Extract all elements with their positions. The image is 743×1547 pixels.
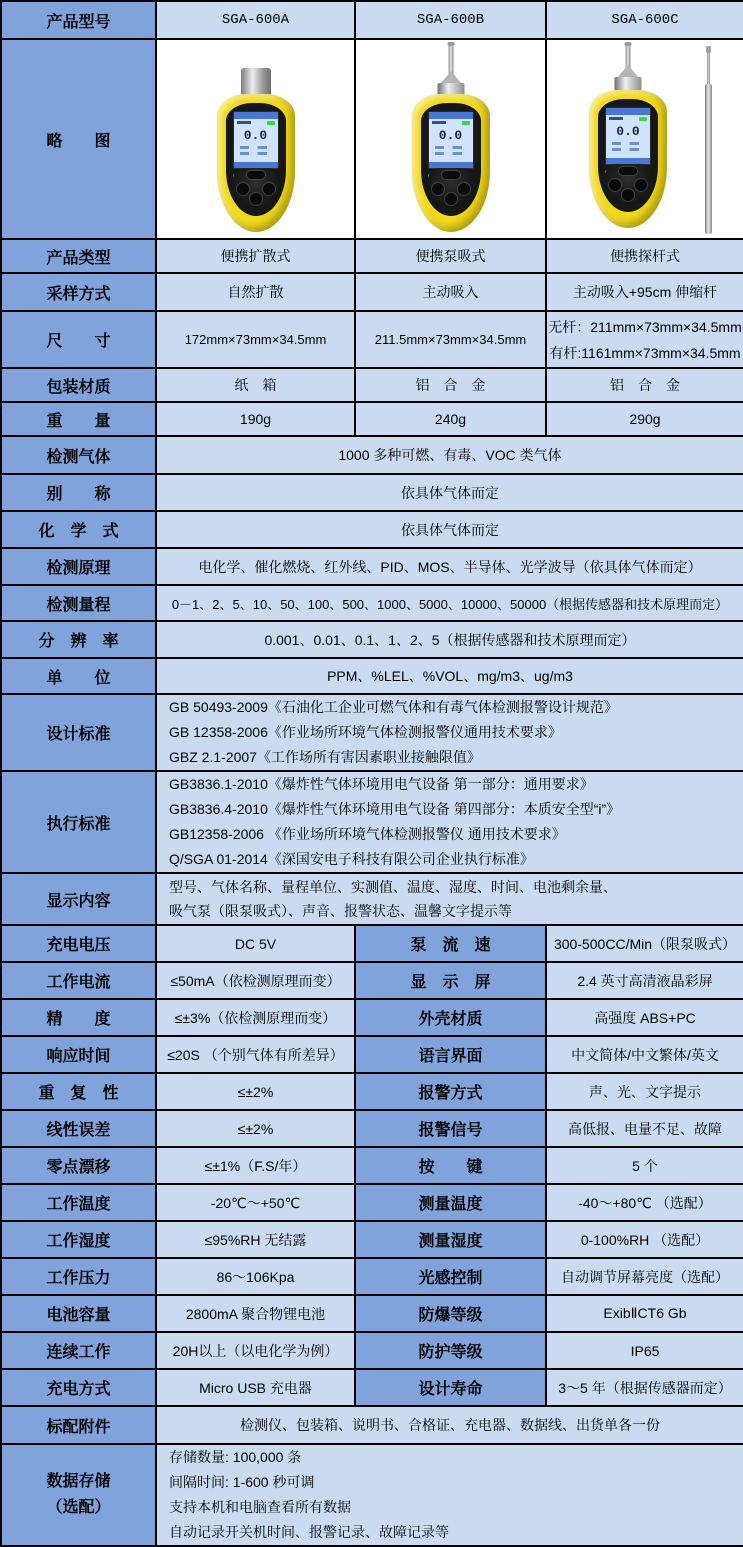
spec-value: ≤50mA（依检测原理而变） <box>156 962 355 999</box>
row-sampling-method <box>1 273 743 311</box>
row-label: 分 辨 率 <box>1 621 156 658</box>
spec-label: 响应时间 <box>1 1036 156 1073</box>
label-sketch: 略 图 <box>1 39 156 239</box>
device-body <box>412 94 490 232</box>
screen-info-line <box>240 146 272 149</box>
standard-line: GB 50493-2009《石油化工企业可燃气体和有毒气体检测报警设计规范》 <box>169 699 618 715</box>
row-value <box>156 694 743 771</box>
standard-line: GB12358-2006 《作业场所环境气体检测报警仪 通用技术要求》 <box>169 826 566 842</box>
row-value <box>156 771 743 873</box>
telescopic-pole <box>705 84 712 234</box>
row-weight <box>1 402 743 436</box>
row-label: 重 量 <box>1 402 156 436</box>
enter-button <box>444 192 458 206</box>
row-chemical-formula <box>1 511 743 548</box>
spec-label: 语言界面 <box>355 1036 546 1073</box>
spec-label: 外壳材质 <box>355 999 546 1036</box>
row-value: 0.001、0.01、0.1、1、2、5（根据传感器和技术原理而定） <box>156 621 743 658</box>
row-zero-drift-buttons <box>1 1147 743 1184</box>
value-c <box>546 311 743 368</box>
row-execution-standards <box>1 771 743 873</box>
screen-header-band <box>429 112 473 119</box>
row-label: 检测气体 <box>1 436 156 474</box>
row-charging-voltage-pump-flow <box>1 925 743 962</box>
value-c: 便携探杆式 <box>546 239 743 273</box>
spec-value: 86～106Kpa <box>156 1258 355 1295</box>
screen-status-icons <box>234 119 278 126</box>
right-button <box>634 178 648 192</box>
row-value: PPM、%LEL、%VOL、mg/m3、ug/m3 <box>156 658 743 694</box>
screen-info-line <box>612 148 644 151</box>
screen-status-icons <box>606 115 650 122</box>
spec-value: ≤±3%（依检测原理而变） <box>156 999 355 1036</box>
spec-value: IP65 <box>546 1332 743 1369</box>
spec-value: 2800mA 聚合物锂电池 <box>156 1295 355 1332</box>
row-detected-gas <box>1 436 743 474</box>
spec-label: 零点漂移 <box>1 1147 156 1184</box>
row-label: 包装材质 <box>1 368 156 402</box>
row-working-current-display <box>1 962 743 999</box>
row-charging-method-design-life <box>1 1369 743 1406</box>
spec-value: ≤±1%（F.S/年） <box>156 1147 355 1184</box>
spec-label: 充电方式 <box>1 1369 156 1406</box>
value-a: 190g <box>156 402 355 436</box>
model-name-b: SGA-600B <box>355 1 546 39</box>
row-working-pressure-light-control <box>1 1258 743 1295</box>
spec-value: 5 个 <box>546 1147 743 1184</box>
row-label: 设计标准 <box>1 694 156 771</box>
row-value <box>156 1444 743 1546</box>
spec-value: -40～+80℃ （选配） <box>546 1184 743 1221</box>
value-a: 172mm×73mm×34.5mm <box>156 311 355 368</box>
value-b: 211.5mm×73mm×34.5mm <box>355 311 546 368</box>
device-screen <box>233 111 279 169</box>
enter-button <box>621 188 635 202</box>
row-standard-accessories <box>1 1406 743 1444</box>
display-content-line: 吸气泵（限泵吸式）、声音、报警状态、温馨文字提示等 <box>169 903 512 919</box>
row-design-standards <box>1 694 743 771</box>
device-image-sga-600b <box>403 44 499 234</box>
keypad <box>428 168 474 208</box>
row-label: 检测原理 <box>1 548 156 585</box>
row-repeatability-alarm-mode <box>1 1073 743 1110</box>
spec-label: 电池容量 <box>1 1295 156 1332</box>
screen-status-icons <box>429 119 473 126</box>
left-button <box>608 178 622 192</box>
row-alias <box>1 474 743 511</box>
display-content-line: 型号、气体名称、量程单位、实测值、温度、湿度、时间、电池剩余量、 <box>169 879 617 895</box>
storage-line: 自动记录开关机时间、报警记录、故障记录等 <box>169 1524 449 1540</box>
spec-value: 自动调节屏幕亮度（选配） <box>546 1258 743 1295</box>
spec-label: 充电电压 <box>1 925 156 962</box>
spec-label: 测量湿度 <box>355 1221 546 1258</box>
probe-rod <box>448 44 453 74</box>
model-name-a: SGA-600A <box>156 1 355 39</box>
screen-info-line <box>435 146 467 149</box>
device-screen <box>428 111 474 169</box>
row-value: 电化学、催化燃烧、红外线、PID、MOS、半导体、光学波导（依具体气体而定） <box>156 548 743 585</box>
spec-value: 0-100%RH （选配） <box>546 1221 743 1258</box>
keypad <box>605 164 651 204</box>
left-button <box>431 182 445 196</box>
row-product-type <box>1 239 743 273</box>
spec-label: 泵 流 速 <box>355 925 546 962</box>
device-body <box>589 90 667 228</box>
spec-label: 工作湿度 <box>1 1221 156 1258</box>
row-detection-range <box>1 585 743 621</box>
value-b: 240g <box>355 402 546 436</box>
enter-button <box>249 192 263 206</box>
spec-value: DC 5V <box>156 925 355 962</box>
row-label: 产品类型 <box>1 239 156 273</box>
screen-reading: 0.0 <box>616 124 640 139</box>
device-body <box>217 94 295 232</box>
row-unit <box>1 658 743 694</box>
device-screen <box>605 107 651 165</box>
right-button <box>457 182 471 196</box>
dimension-without-rod: 无杆：211mm×73mm×34.5mm <box>548 318 742 335</box>
spec-value: 2.4 英寸高清液晶彩屏 <box>546 962 743 999</box>
image-cell-b <box>355 39 546 239</box>
spec-value: ExibⅡCT6 Gb <box>546 1295 743 1332</box>
value-a: 自然扩散 <box>156 273 355 311</box>
row-label: 化 学 式 <box>1 511 156 548</box>
spec-label: 工作电流 <box>1 962 156 999</box>
value-b: 铝 合 金 <box>355 368 546 402</box>
spec-label: 线性误差 <box>1 1110 156 1147</box>
row-value: 依具体气体而定 <box>156 474 743 511</box>
spec-label: 连续工作 <box>1 1332 156 1369</box>
standard-line: Q/SGA 01-2014《深国安电子科技有限公司企业执行标准》 <box>169 851 534 867</box>
storage-label-line2: （选配） <box>46 1499 111 1516</box>
spec-value: Micro USB 充电器 <box>156 1369 355 1406</box>
spec-label: 防护等级 <box>355 1332 546 1369</box>
storage-line: 存储数量: 100,000 条 <box>169 1449 302 1465</box>
spec-label: 防爆等级 <box>355 1295 546 1332</box>
row-label <box>1 1444 156 1546</box>
value-b: 便携泵吸式 <box>355 239 546 273</box>
storage-line: 支持本机和电脑查看所有数据 <box>169 1499 351 1515</box>
image-cell-c <box>546 39 743 239</box>
spec-value: 300-500CC/Min（限泵吸式） <box>546 925 743 962</box>
row-sketch <box>1 39 743 239</box>
row-value: 1000 多种可燃、有毒、VOC 类气体 <box>156 436 743 474</box>
menu-button <box>246 170 266 180</box>
standard-line: GBZ 2.1-2007《工作场所有害因素职业接触限值》 <box>169 749 481 765</box>
row-response-time-language <box>1 1036 743 1073</box>
spec-label: 设计寿命 <box>355 1369 546 1406</box>
left-button <box>236 182 250 196</box>
value-c: 铝 合 金 <box>546 368 743 402</box>
screen-header-band <box>234 112 278 119</box>
dimension-with-rod: 有杆:1161mm×73mm×34.5mm <box>549 344 741 361</box>
spec-label: 重 复 性 <box>1 1073 156 1110</box>
menu-button <box>618 166 638 176</box>
device-image-sga-600c <box>580 44 676 234</box>
screen-header-band <box>606 108 650 115</box>
spec-label: 显 示 屏 <box>355 962 546 999</box>
right-button <box>262 182 276 196</box>
menu-button <box>441 170 461 180</box>
row-working-temp-measure-temp <box>1 1184 743 1221</box>
spec-value: -20℃～+50℃ <box>156 1184 355 1221</box>
row-product-model <box>1 1 743 39</box>
row-resolution <box>1 621 743 658</box>
row-label: 显示内容 <box>1 873 156 925</box>
row-linearity-alarm-signal <box>1 1110 743 1147</box>
row-value: 检测仪、包装箱、说明书、合格证、充电器、数据线、出货单各一份 <box>156 1406 743 1444</box>
row-label: 检测量程 <box>1 585 156 621</box>
spec-label: 报警方式 <box>355 1073 546 1110</box>
spec-label: 按 键 <box>355 1147 546 1184</box>
probe-cylinder <box>615 77 642 91</box>
device-face <box>421 103 481 216</box>
row-display-content <box>1 873 743 925</box>
spec-value: 高低报、电量不足、故障 <box>546 1110 743 1147</box>
keypad <box>233 168 279 208</box>
device-image-sga-600a <box>208 44 304 234</box>
spec-value: 20H以上（以电化学为例） <box>156 1332 355 1369</box>
row-value <box>156 873 743 925</box>
value-c: 主动吸入+95cm 伸缩杆 <box>546 273 743 311</box>
row-accuracy-shell-material <box>1 999 743 1036</box>
model-name-c: SGA-600C <box>546 1 743 39</box>
screen-info-line <box>612 142 644 145</box>
row-label: 单 位 <box>1 658 156 694</box>
value-b: 主动吸入 <box>355 273 546 311</box>
sensor-cap <box>241 68 271 96</box>
image-cell-a <box>156 39 355 239</box>
spec-label: 测量温度 <box>355 1184 546 1221</box>
row-data-storage <box>1 1444 743 1546</box>
row-value: 依具体气体而定 <box>156 511 743 548</box>
screen-info-line <box>435 152 467 155</box>
storage-label-line1: 数据存储 <box>46 1473 111 1490</box>
device-face <box>226 103 286 216</box>
screen-info-line <box>240 152 272 155</box>
spec-value: 3～5 年（根据传感器而定） <box>546 1369 743 1406</box>
value-a: 便携扩散式 <box>156 239 355 273</box>
storage-line: 间隔时间: 1-600 秒可调 <box>169 1474 315 1490</box>
row-label: 执行标准 <box>1 771 156 873</box>
standard-line: GB3836.4-2010《爆炸性气体环境用电气设备 第四部分：本质安全型“i”》 <box>169 801 621 817</box>
spec-value: ≤±2% <box>156 1110 355 1147</box>
spec-label: 工作温度 <box>1 1184 156 1221</box>
screen-reading: 0.0 <box>438 128 463 143</box>
device-face <box>598 99 658 212</box>
spec-label: 精 度 <box>1 999 156 1036</box>
spec-label: 报警信号 <box>355 1110 546 1147</box>
row-label: 别 称 <box>1 474 156 511</box>
spec-value: 声、光、文字提示 <box>546 1073 743 1110</box>
row-detection-principle <box>1 548 743 585</box>
spec-value: ≤20S （个别气体有所差异） <box>156 1036 355 1073</box>
spec-value: ≤95%RH 无结露 <box>156 1221 355 1258</box>
spec-value: 中文简体/中文繁体/英文 <box>546 1036 743 1073</box>
row-value: 0－1、2、5、10、50、100、500、1000、5000、10000、50000（根据传感器和技术原理而定） <box>156 585 743 621</box>
label-product-model: 产品型号 <box>1 1 156 39</box>
row-working-humidity-measure-humidity <box>1 1221 743 1258</box>
spec-label: 光感控制 <box>355 1258 546 1295</box>
value-a: 纸 箱 <box>156 368 355 402</box>
row-packaging-material <box>1 368 743 402</box>
row-dimensions <box>1 311 743 368</box>
standard-line: GB3836.1-2010《爆炸性气体环境用电气设备 第一部分：通用要求》 <box>169 776 594 792</box>
row-label: 采样方式 <box>1 273 156 311</box>
row-label: 标配附件 <box>1 1406 156 1444</box>
screen-reading: 0.0 <box>243 128 268 143</box>
row-label: 尺 寸 <box>1 311 156 368</box>
row-continuous-work-protection <box>1 1332 743 1369</box>
spec-label: 工作压力 <box>1 1258 156 1295</box>
spec-value: ≤±2% <box>156 1073 355 1110</box>
spec-value: 高强度 ABS+PC <box>546 999 743 1036</box>
value-c: 290g <box>546 402 743 436</box>
standard-line: GB 12358-2006《作业场所环境气体检测报警仪通用技术要求》 <box>169 724 562 740</box>
row-battery-explosion-proof <box>1 1295 743 1332</box>
